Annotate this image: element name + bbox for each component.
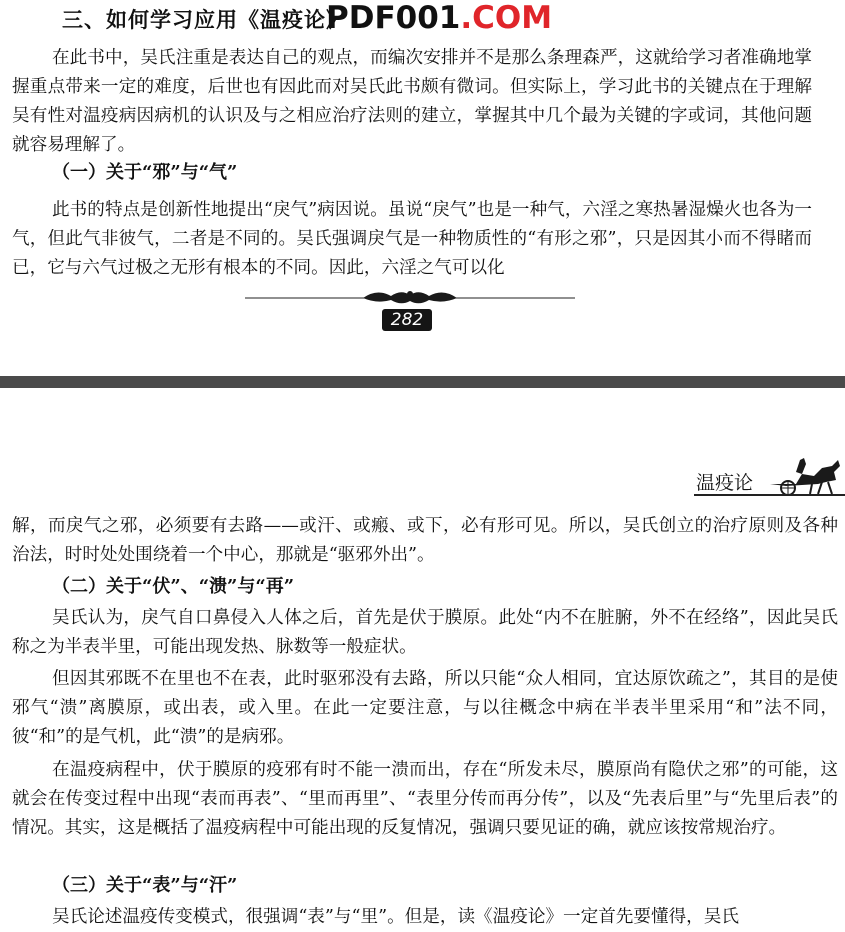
running-header: 温疫论 bbox=[696, 472, 754, 494]
paragraph-intro: 在此书中，吴氏注重是表达自己的观点，而编次安排并不是那么条理森严，这就给学习者准确地掌握重点带来一定的难度，后世也有因此而对吴氏此书颇有微词。但实际上，学习此书的关键点在于理解吴有性对温疫病因病机的认识及与之相应治疗法则的建立，掌握其中几个最为关键的字或词，其他问题就容易理解了。 bbox=[12, 48, 812, 155]
subheading-biao-han: （三）关于“表”与“汗” bbox=[52, 875, 238, 896]
subheading-xie-qi: （一）关于“邪”与“气” bbox=[52, 162, 238, 183]
paragraph-biao-li: 吴氏论述温疫传变模式，很强调“表”与“里”。但是，读《温疫论》一定首先要懂得，吴氏 bbox=[52, 907, 739, 927]
paragraph-fanfu: 在温疫病程中，伏于膜原的疫邪有时不能一溃而出，存在“所发未尽，膜原尚有隐伏之邪”的可能，这就会在传变过程中出现“表而再表”、“里而再里”、“表里分传而再分传”，以及“先表后里”与“先里后表”的情况。其实，这是概括了温疫病程中可能出现的反复情况，强调只要见证的确，就应该按常规治疗。 bbox=[12, 760, 838, 838]
paragraph-continuation: 解，而戾气之邪，必须要有去路——或汗、或瘢、或下，必有形可见。所以，吴氏创立的治疗原则及各种治法，时时处处围绕着一个中心，那就是“驱邪外出”。 bbox=[12, 516, 838, 565]
chariot-icon bbox=[766, 454, 844, 496]
header-rule bbox=[694, 494, 845, 496]
upper-book-page bbox=[0, 0, 845, 376]
section-title: 三、如何学习应用《温疫论》 bbox=[62, 7, 348, 32]
watermark-part-a: PDF001 bbox=[326, 0, 461, 36]
watermark-part-b: .COM bbox=[460, 0, 553, 36]
site-watermark bbox=[326, 0, 552, 36]
page-divider bbox=[0, 376, 845, 388]
paragraph-dayuanyin: 但因其邪既不在里也不在表，此时驱邪没有去路，所以只能“众人相同，宜达原饮疏之”，其目的是使邪气“溃”离膜原，或出表，或入里。在此一定要注意，与以往概念中病在半表半里采用“和”法不同，彼“和”的是气机，此“溃”的是病邪。 bbox=[12, 669, 838, 747]
page-number: 282 bbox=[390, 310, 424, 330]
page-number-badge bbox=[382, 309, 432, 331]
paragraph-liqi: 此书的特点是创新性地提出“戾气”病因说。虽说“戾气”也是一种气，六淫之寒热暑湿燥火也各为一气，但此气非彼气，二者是不同的。吴氏强调戾气是一种物质性的“有形之邪”，只是因其小而不得睹而已，它与六气过极之无形有根本的不同。因此，六淫之气可以化 bbox=[12, 200, 812, 278]
subheading-fu-kui-zai: （二）关于“伏”、“溃”与“再” bbox=[52, 576, 295, 597]
paragraph-moyuan: 吴氏认为，戾气自口鼻侵入人体之后，首先是伏于膜原。此处“内不在脏腑，外不在经络”，因此吴氏称之为半表半里，可能出现发热、脉数等一般症状。 bbox=[12, 608, 838, 657]
